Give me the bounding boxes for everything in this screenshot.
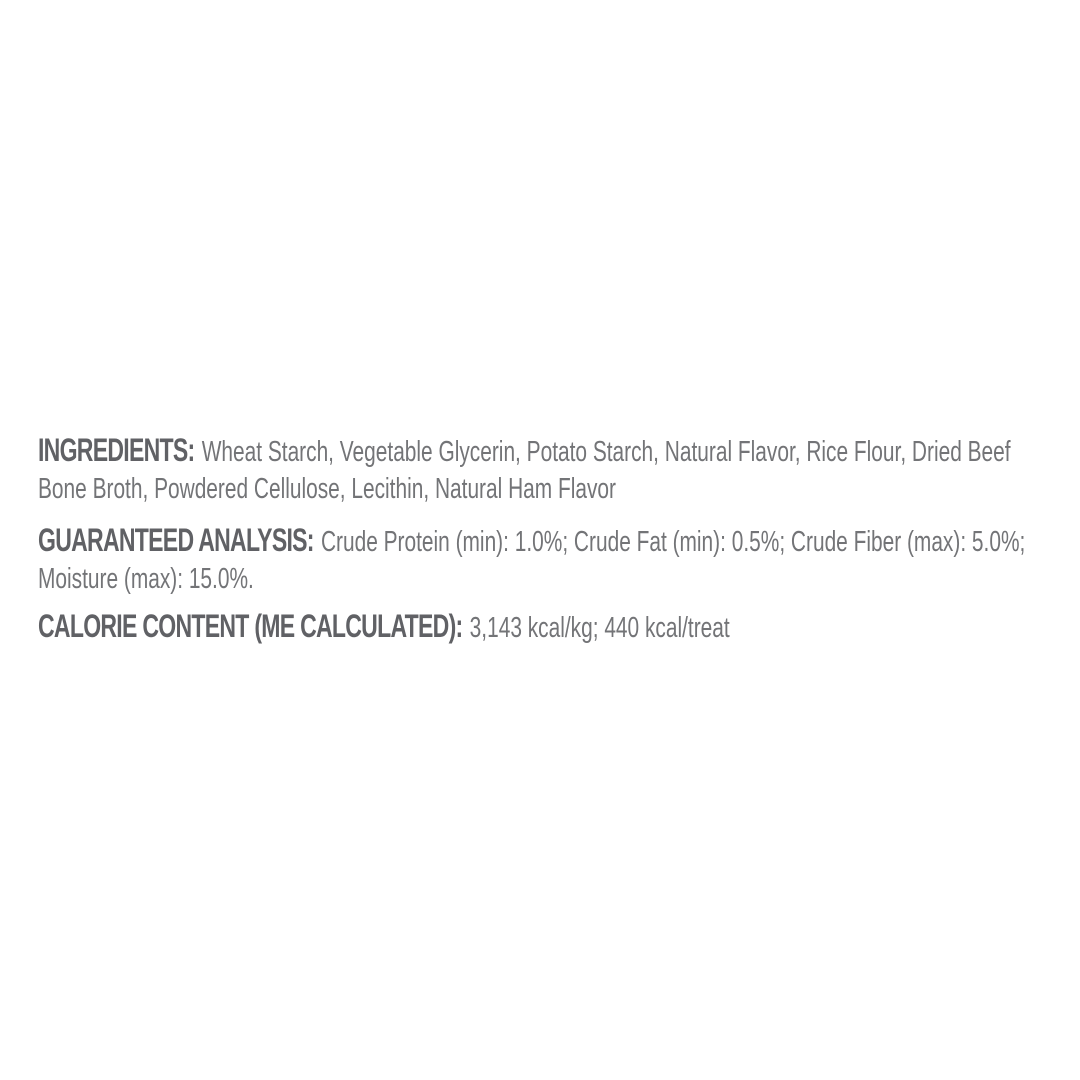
ingredient-label-panel xyxy=(38,432,1025,647)
guaranteed-analysis-section xyxy=(38,522,1025,598)
ingredients-line-1 xyxy=(38,432,1025,471)
calorie-content-line-1 xyxy=(38,608,1025,647)
ingredients-text-line-2: Bone Broth, Powdered Cellulose, Lecithin, Natural Ham Flavor xyxy=(38,473,616,505)
ingredients-text-line-1: Wheat Starch, Vegetable Glycerin, Potato Starch, Natural Flavor, Rice Flour, Dried Beef xyxy=(201,436,1011,468)
calorie-content-section xyxy=(38,608,1025,647)
guaranteed-analysis-line-1 xyxy=(38,522,1025,561)
ingredients-section xyxy=(38,432,1025,508)
calorie-content-heading: CALORIE CONTENT (ME CALCULATED): xyxy=(38,608,463,644)
ingredients-heading: INGREDIENTS: xyxy=(38,432,195,468)
guaranteed-analysis-line-2 xyxy=(38,561,1025,598)
guaranteed-analysis-text-line-2: Moisture (max): 15.0%. xyxy=(38,563,254,595)
guaranteed-analysis-heading: GUARANTEED ANALYSIS: xyxy=(38,522,314,558)
ingredients-line-2 xyxy=(38,471,1025,508)
guaranteed-analysis-text-line-1: Crude Protein (min): 1.0%; Crude Fat (min): 0.5%; Crude Fiber (max): 5.0%; xyxy=(320,526,1026,558)
calorie-content-value: 3,143 kcal/kg; 440 kcal/treat xyxy=(469,612,730,644)
